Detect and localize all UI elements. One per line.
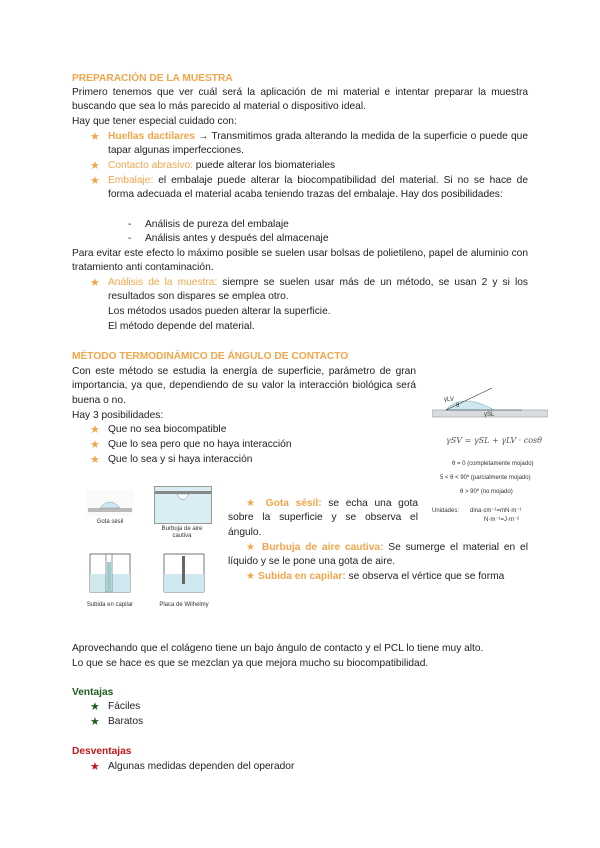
subitem-almacenaje: Análisis antes y después del almacenaje [145, 233, 329, 244]
star-icon: ★ [246, 542, 262, 553]
star-icon: ★ [90, 761, 100, 773]
contact-angle-diagram [432, 384, 548, 424]
section-title-preparacion: PREPARACIÓN DE LA MUESTRA [72, 73, 233, 84]
caption-gota-sesil: Gota sésil [96, 519, 124, 525]
method-text: se echa una gota sobre la superficie y se observa el ángulo. [228, 498, 418, 538]
item-text: el embalaje puede alterar la biocompatibilidad del material. Si no se hace de forma adecuada el material acaba teniendo trazas del embalaje. Hay dos posibilidades: [108, 175, 528, 201]
gamma-lv-label: γLV [444, 397, 454, 403]
subida-capilar-image [86, 552, 134, 596]
section-title-metodo: MÉTODO TERMODINÁMICO DE ÁNGULO DE CONTACTO [72, 351, 349, 362]
star-icon: ★ [90, 277, 100, 289]
method-label: Gota sésil: [265, 498, 322, 509]
method-gota-sesil [228, 497, 418, 540]
item-text: → Transmitimos grada alterando la medida de la superficie o puede que tapar algunas imperfecciones. [108, 131, 529, 157]
item-label: Contacto abrasivo: [108, 160, 193, 171]
figure-line3: θ > 90º (no mojado) [460, 489, 513, 495]
ventajas-title: Ventajas [72, 687, 114, 698]
method-text: se observa el vértice que se forma [345, 571, 505, 582]
item-text: siempre se suelen usar más de un método, se usan 2 y si los resultados son dispares se emplea otro. [108, 277, 528, 303]
evitar-paragraph: Para evitar este efecto lo máximo posible se suelen usar bolsas de polietileno, papel de aluminio con tratamiento anti contaminación. [72, 248, 528, 274]
star-icon: ★ [90, 160, 100, 172]
option-2: Que lo sea pero que no haya interacción [108, 439, 292, 450]
young-formula: γSV = γSL + γLV · cosθ [446, 436, 542, 445]
item-text: puede alterar los biomateriales [192, 160, 336, 171]
star-icon: ★ [90, 701, 100, 713]
gamma-sl-label: γSL [484, 412, 495, 418]
analysis-line3: El método depende del material. [108, 321, 255, 332]
caption-wilhelmy: Placa de Wilhelmy [159, 602, 209, 608]
list-item-huellas [108, 130, 528, 159]
star-icon: ★ [90, 175, 100, 187]
desventaja-1: Algunas medidas dependen del operador [108, 761, 295, 772]
caption-capilar: Subida en capilar [86, 602, 134, 608]
units-label: Unidades: [432, 508, 460, 514]
list-item-embalaje [108, 174, 528, 203]
metodo-intro: Con este método se estudia la energía de superficie, parámetro de gran importancia, ya que, dependiendo de su valor la interacción biológica será buena o no. [72, 366, 416, 406]
star-icon: ★ [246, 498, 266, 509]
figure-line1: θ = 0 (completamente mojado) [452, 461, 534, 467]
ventaja-1: Fáciles [108, 701, 141, 712]
dash-bullet: - [128, 233, 132, 244]
star-icon: ★ [90, 439, 100, 451]
item-label: Análisis de la muestra: [108, 277, 218, 288]
theta-label: θ [456, 403, 460, 409]
burbuja-image [154, 486, 212, 524]
star-icon: ★ [90, 454, 100, 466]
conclusion-line-2: Lo que se hace es que se mezclan ya que mejora mucho su biocompatibilidad. [72, 658, 429, 669]
intro-paragraph: Primero tenemos que ver cuál será la aplicación de mi material e intentar preparar la muestra buscando que sea lo más parecido al material o dispositivo ideal. [72, 87, 528, 113]
care-line: Hay que tener especial cuidado con: [72, 116, 237, 127]
method-capilar [228, 570, 528, 584]
method-label: Subida en capilar: [257, 571, 346, 582]
method-label: Burbuja de aire cautiva: [261, 542, 384, 553]
units-value-1: dina·cm⁻¹=mN·m⁻¹ [470, 508, 522, 514]
dash-bullet: - [128, 219, 132, 230]
option-3: Que lo sea y si haya interacción [108, 454, 253, 465]
star-icon: ★ [246, 571, 258, 582]
wilhelmy-image [160, 552, 208, 596]
list-item-analisis [108, 276, 528, 305]
possibilities-line: Hay 3 posibilidades: [72, 410, 164, 421]
figure-line2: 5 < θ < 90º (parcialmente mojado) [440, 475, 531, 481]
ventaja-2: Baratos [108, 716, 144, 727]
units-value-2: N·m⁻¹=J·m⁻² [484, 517, 520, 523]
star-icon: ★ [90, 131, 100, 143]
caption-burbuja: Burbuja de aire cautiva [161, 526, 203, 539]
desventajas-title: Desventajas [72, 746, 132, 757]
subitem-pureza: Análisis de pureza del embalaje [145, 219, 289, 230]
item-label: Huellas dactilares [108, 131, 196, 142]
star-icon: ★ [90, 716, 100, 728]
gota-sesil-image [86, 490, 134, 516]
option-1: Que no sea biocompatible [108, 424, 227, 435]
list-item-contacto [108, 159, 528, 173]
analysis-line2: Los métodos usados pueden alterar la superficie. [108, 306, 331, 317]
star-icon: ★ [90, 424, 100, 436]
conclusion-line-1: Aprovechando que el colágeno tiene un bajo ángulo de contacto y el PCL lo tiene muy alto. [72, 643, 484, 654]
method-text: Se sumerge el material en el líquido y se le pone una gota de aire. [228, 542, 528, 568]
method-burbuja [228, 541, 528, 570]
item-label: Embalaje: [108, 175, 154, 186]
